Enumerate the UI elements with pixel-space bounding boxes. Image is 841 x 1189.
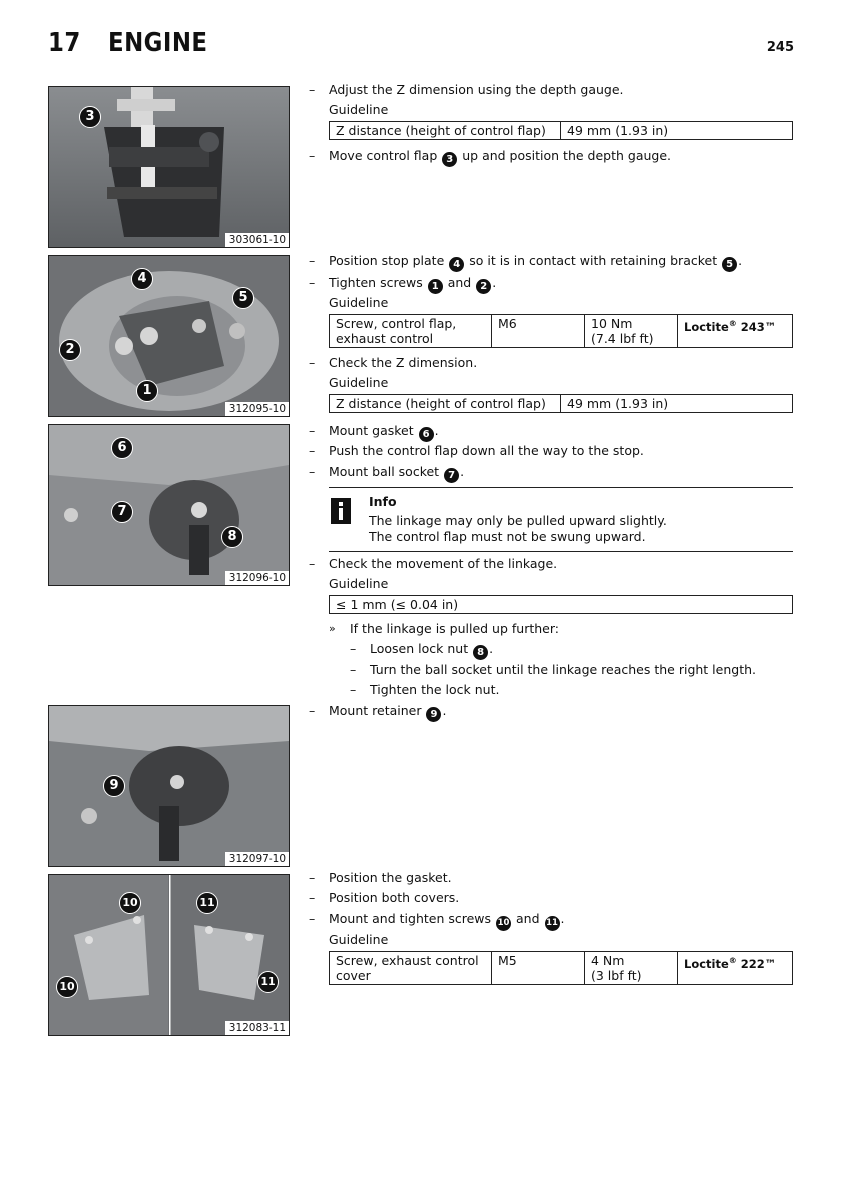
- guideline-label: Guideline: [329, 375, 389, 390]
- figure-photo: [49, 706, 289, 866]
- step-text: Position the gasket.: [329, 870, 452, 885]
- figure-caption: 312096-10: [225, 571, 289, 585]
- ref-9-bullet: 9: [426, 707, 441, 722]
- step-text: Push the control flap down all the way to the stop.: [329, 443, 644, 458]
- info-title: Info: [369, 494, 397, 509]
- step-text: Tighten the lock nut.: [370, 682, 500, 697]
- step-text: Adjust the Z dimension using the depth gauge.: [329, 82, 624, 97]
- spec-item: exhaust control: [336, 331, 434, 346]
- figure-depth-gauge: [48, 86, 290, 248]
- info-line: The linkage may only be pulled upward slightly.: [369, 513, 667, 528]
- figure-caption: 303061-10: [225, 233, 289, 247]
- callout-8: 8: [221, 526, 243, 548]
- spec-value: ≤ 1 mm (≤ 0.04 in): [330, 596, 793, 614]
- info-line: The control flap must not be swung upward.: [369, 529, 646, 544]
- step-text: Position both covers.: [329, 890, 460, 905]
- ref-4-bullet: 4: [449, 257, 464, 272]
- step-dash: –: [309, 275, 316, 290]
- step-dash: –: [309, 911, 316, 926]
- guideline-label: Guideline: [329, 295, 389, 310]
- figure-caption: 312097-10: [225, 852, 289, 866]
- callout-11-lower: 11: [257, 971, 279, 993]
- spec-item: Screw, control flap,: [336, 316, 457, 331]
- spec-label: Z distance (height of control flap): [330, 395, 561, 413]
- ref-2-bullet: 2: [476, 279, 491, 294]
- step-text: .: [738, 253, 743, 268]
- step-dash: –: [350, 662, 357, 677]
- guideline-label: Guideline: [329, 102, 389, 117]
- page-number: 245: [766, 40, 794, 55]
- step-text: Mount retainer: [329, 703, 422, 718]
- spec-table-z1: [329, 121, 793, 140]
- info-box: [329, 487, 793, 552]
- step-text: Mount ball socket: [329, 464, 440, 479]
- info-icon: [331, 498, 351, 524]
- spec-item: cover: [336, 968, 371, 983]
- spec-torque: 10 Nm: [591, 316, 633, 331]
- callout-2: 2: [59, 339, 81, 361]
- figure-stop-plate: [48, 255, 290, 417]
- ref-8-bullet: 8: [473, 645, 488, 660]
- callout-11: 11: [196, 892, 218, 914]
- callout-5: 5: [232, 287, 254, 309]
- step-dash: –: [309, 870, 316, 885]
- callout-7: 7: [111, 501, 133, 523]
- ref-5-bullet: 5: [722, 257, 737, 272]
- step-dash: –: [350, 682, 357, 697]
- figure-ball-socket: [48, 424, 290, 586]
- step-text: Tighten screws: [329, 275, 423, 290]
- figure-covers: [48, 874, 290, 1036]
- step-text: Mount gasket: [329, 423, 414, 438]
- spec-torque: 4 Nm: [591, 953, 625, 968]
- ref-11-bullet: 11: [545, 916, 560, 931]
- spec-label: Z distance (height of control flap): [330, 122, 561, 140]
- step-dash: –: [309, 890, 316, 905]
- chapter-number: 17: [48, 28, 81, 58]
- spec-value: 49 mm (1.93 in): [561, 395, 793, 413]
- condition-text: If the linkage is pulled up further:: [350, 621, 559, 636]
- step-text: Position stop plate: [329, 253, 445, 268]
- step-text: and: [516, 911, 540, 926]
- step-dash: –: [309, 703, 316, 718]
- chapter-title: ENGINE: [108, 28, 208, 58]
- figure-photo: [49, 256, 289, 416]
- step-text: Mount and tighten screws: [329, 911, 492, 926]
- step-dash: –: [309, 355, 316, 370]
- spec-table-z2: [329, 394, 793, 413]
- callout-1: 1: [136, 380, 158, 402]
- callout-3: 3: [79, 106, 101, 128]
- step-text: up and position the depth gauge.: [462, 148, 671, 163]
- ref-3-bullet: 3: [442, 152, 457, 167]
- callout-6: 6: [111, 437, 133, 459]
- ref-1-bullet: 1: [428, 279, 443, 294]
- figure-caption: 312095-10: [225, 402, 289, 416]
- figure-retainer: [48, 705, 290, 867]
- step-dash: –: [309, 556, 316, 571]
- step-text: Turn the ball socket until the linkage reaches the right length.: [370, 662, 756, 677]
- step-dash: –: [309, 82, 316, 97]
- spec-thread: M6: [492, 315, 585, 348]
- callout-4: 4: [131, 268, 153, 290]
- spec-table-screw-m6: [329, 314, 793, 348]
- step-text: Check the Z dimension.: [329, 355, 478, 370]
- step-text: .: [560, 911, 565, 926]
- spec-torque: (7.4 lbf ft): [591, 331, 654, 346]
- spec-item: Screw, exhaust control: [336, 953, 479, 968]
- step-text: Loosen lock nut: [370, 641, 469, 656]
- figure-photo: [49, 425, 289, 585]
- step-text: Move control flap: [329, 148, 438, 163]
- step-text: so it is in contact with retaining bracket: [469, 253, 718, 268]
- callout-9: 9: [103, 775, 125, 797]
- step-text: .: [434, 423, 439, 438]
- step-dash: –: [309, 148, 316, 163]
- figure-photo: [49, 875, 289, 1035]
- figure-caption: 312083-11: [225, 1021, 289, 1035]
- step-dash: –: [309, 253, 316, 268]
- ref-6-bullet: 6: [419, 427, 434, 442]
- callout-10-lower: 10: [56, 976, 78, 998]
- spec-loctite: Loctite® 243™: [678, 315, 793, 348]
- spec-thread: M5: [492, 952, 585, 985]
- guideline-label: Guideline: [329, 932, 389, 947]
- condition-marker: »: [329, 622, 336, 635]
- spec-torque: (3 lbf ft): [591, 968, 642, 983]
- step-dash: –: [309, 464, 316, 479]
- spec-loctite: Loctite® 222™: [678, 952, 793, 985]
- step-dash: –: [309, 443, 316, 458]
- ref-7-bullet: 7: [444, 468, 459, 483]
- step-text: Check the movement of the linkage.: [329, 556, 558, 571]
- spec-table-play: [329, 595, 793, 614]
- step-text: .: [442, 703, 447, 718]
- step-text: .: [492, 275, 497, 290]
- step-text: and: [447, 275, 472, 290]
- spec-value: 49 mm (1.93 in): [561, 122, 793, 140]
- step-dash: –: [309, 423, 316, 438]
- guideline-label: Guideline: [329, 576, 389, 591]
- ref-10-bullet: 10: [496, 916, 511, 931]
- step-text: .: [489, 641, 494, 656]
- spec-table-screw-m5: [329, 951, 793, 985]
- step-text: .: [460, 464, 465, 479]
- step-dash: –: [350, 641, 357, 656]
- callout-10: 10: [119, 892, 141, 914]
